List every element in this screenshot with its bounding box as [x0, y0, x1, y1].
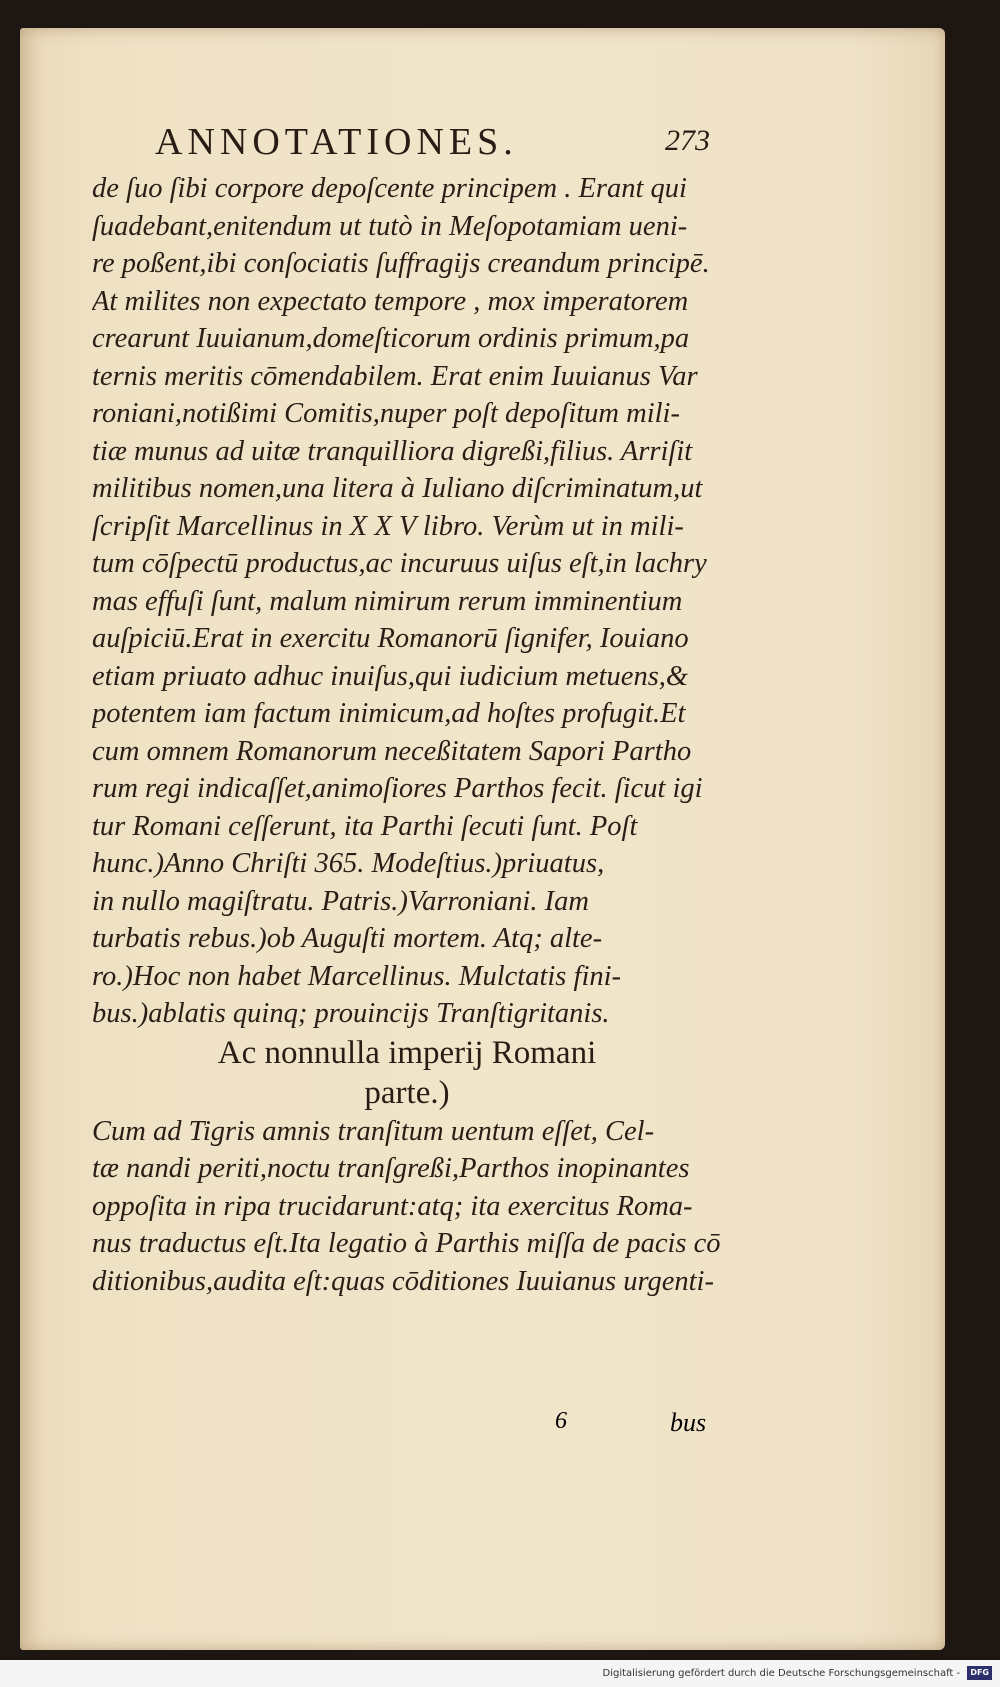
text-line: crearunt Iuuianum,domeſticorum ordinis primum,pa — [92, 323, 690, 354]
text-line: bus.)ablatis quinq; prouincijs Tranſtigritanis. — [92, 998, 610, 1029]
text-line: de ſuo ſibi corpore depoſcente principem . Erant qui — [92, 173, 687, 204]
credit-text: Digitalisierung gefördert durch die Deutsche Forschungsgemeinschaft - — [602, 1668, 961, 1679]
dfg-logo: DFG — [967, 1666, 992, 1680]
text-line: ſcripſit Marcellinus in X X V libro. Verùm ut in mili- — [92, 510, 684, 542]
section-heading: Ac nonnulla imperij Romani — [217, 1034, 597, 1071]
text-line: tur Romani ceſſerunt, ita Parthi ſecuti ſunt. Poſt — [92, 810, 638, 842]
text-line: turbatis rebus.)ob Auguſti mortem. Atq; alte- — [92, 923, 603, 954]
signature-mark: 6 — [555, 1408, 567, 1434]
text-line: ſuadebant,enitendum ut tutò in Meſopotamiam ueni- — [92, 210, 688, 242]
text-line: ro.)Hoc non habet Marcellinus. Mulctatis fini- — [92, 960, 622, 992]
text-line: auſpiciū.Erat in exercitu Romanorū ſignifer, Iouiano — [92, 623, 689, 654]
section-heading: parte.) — [364, 1074, 450, 1111]
text-line: cum omnem Romanorum neceßitatem Sapori Partho — [92, 735, 692, 767]
digitization-credit — [0, 1660, 1000, 1687]
running-title: ANNOTATIONES. — [155, 121, 518, 163]
text-line: tæ nandi periti,noctu tranſgreßi,Parthos inopinantes — [92, 1153, 690, 1184]
text-line: tiæ munus ad uitæ tranquilliora digreßi,filius. Arriſit — [92, 435, 693, 467]
text-line: mas effuſi ſunt, malum nimirum rerum imminentium — [92, 585, 683, 617]
text-line: At milites non expectato tempore , mox imperatorem — [92, 285, 689, 317]
text-line: re poßent,ibi conſociatis ſuffragijs creandum principē. — [92, 248, 710, 279]
text-line: Cum ad Tigris amnis tranſitum uentum eſſet, Cel- — [92, 1115, 655, 1147]
text-line: militibus nomen,una litera à Iuliano diſcriminatum,ut — [92, 473, 703, 504]
book-page — [20, 28, 945, 1650]
page-number: 273 — [665, 124, 710, 157]
main-text — [92, 170, 722, 1300]
text-line: in nullo magiſtratu. Patris.)Varroniani. Iam — [92, 885, 589, 917]
text-line: ditionibus,audita eſt:quas cōditiones Iuuianus urgenti- — [92, 1265, 714, 1297]
text-line: etiam priuato adhuc inuiſus,qui iudicium metuens,& — [92, 660, 689, 692]
text-line: ternis meritis cōmendabilem. Erat enim Iuuianus Var — [92, 360, 698, 392]
text-line: nus traductus eſt.Ita legatio à Parthis miſſa de pacis cō — [92, 1228, 721, 1259]
text-line: oppoſita in ripa trucidarunt:atq; ita exercitus Roma- — [92, 1190, 693, 1222]
text-line: rum regi indicaſſet,animoſiores Parthos fecit. ſicut igi — [92, 773, 703, 804]
text-line: hunc.)Anno Chriſti 365. Modeſtius.)priuatus, — [92, 848, 605, 879]
catchword: bus — [670, 1408, 707, 1437]
text-line: tum cōſpectū productus,ac incuruus uiſus eſt,in lachry — [92, 548, 707, 579]
text-line: potentem iam factum inimicum,ad hoſtes profugit.Et — [92, 698, 686, 729]
text-line: roniani,notißimi Comitis,nuper poſt depoſitum mili- — [92, 398, 680, 429]
